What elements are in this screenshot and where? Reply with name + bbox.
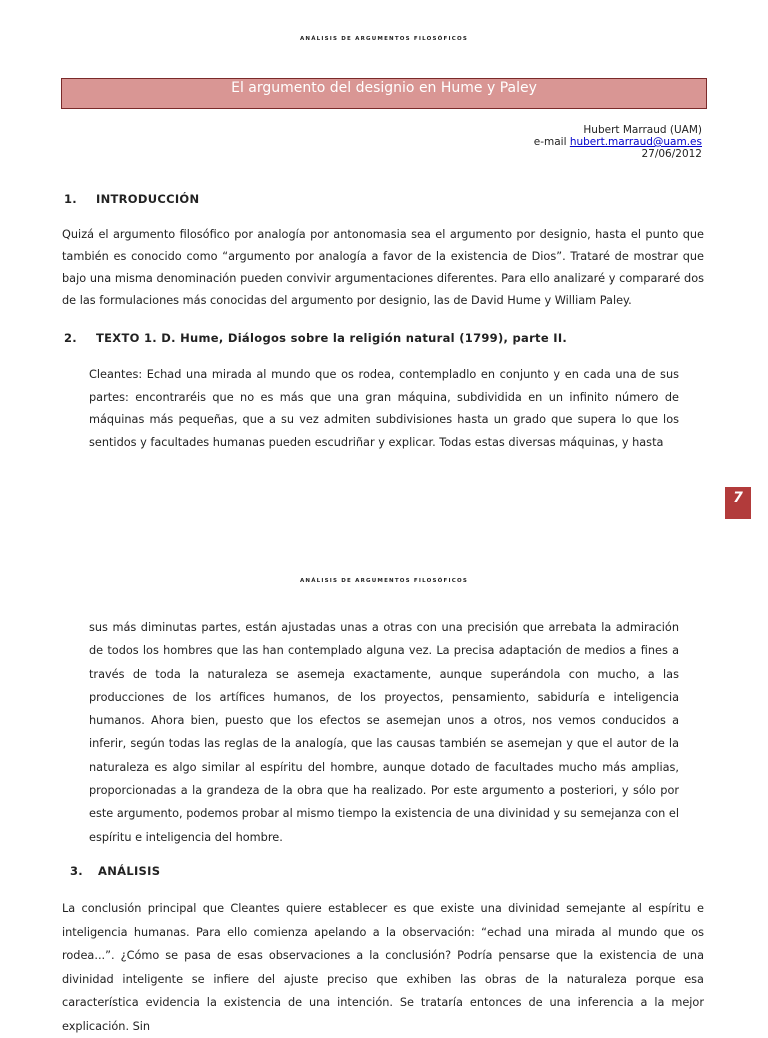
analysis-paragraph: La conclusión principal que Cleantes quiere establecer es que existe una divinidad semejante al espíritu e inteligencia humanas. Para ello comienza apelando a la observación: “echad una mirada al mundo que os rodea...”. ¿Cómo se pasa de esas observaciones a la conclusión? Podría pensarse que la existencia de una divinidad inteligente se infiere del ajuste preciso que exhiben las obras de la naturaleza porque esa característica evidencia la existencia de una intención. Se trataría entonces de una inferencia a la mejor explicación. Sin bbox=[62, 902, 704, 1033]
page-number: 7 bbox=[733, 490, 743, 506]
intro-paragraph: Quizá el argumento filosófico por analogía por antonomasia sea el argumento por designio, hasta el punto que también es conocido como “argumento por analogía a favor de la existencia de Dios”. Trataré de mostrar que bajo una misma denominación pueden convivir argumentaciones diferentes. Para ello analizaré y compararé dos de las formulaciones más conocidas del argumento por designio, las de David Hume y William Paley. bbox=[62, 228, 704, 307]
section-number: 2. bbox=[64, 331, 77, 345]
section-number: 1. bbox=[64, 192, 77, 206]
author-name: Hubert Marraud (UAM) bbox=[583, 124, 702, 136]
section-title: INTRODUCCIÓN bbox=[96, 192, 200, 206]
quote-paragraph-part2: sus más diminutas partes, están ajustadas unas a otras con una precisión que arrebata la admiración de todos los hombres que las han contemplado alguna vez. La precisa adaptación de medios a fines a través de toda la naturaleza se asemeja exactamente, aunque superándola con mucho, a las producciones de los artífices humanos, de los proyectos, pensamiento, sabiduría e inteligencia humanos. Ahora bien, puesto que los efectos se asemejan unos a otros, nos vemos conducidos a inferir, según todas las reglas de la analogía, que las causas también se asemejan y que el autor de la naturaleza es algo similar al espíritu del hombre, aunque dotado de facultades mucho más amplias, proporcionadas a la grandeza de la obra que ha realizado. Por este argumento a posteriori, y sólo por este argumento, podemos probar al mismo tiempo la existencia de una divinidad y su semejanza con el espíritu e inteligencia del hombre. bbox=[89, 621, 679, 844]
author-date: 27/06/2012 bbox=[641, 148, 702, 160]
section-title: ANÁLISIS bbox=[98, 864, 161, 878]
running-header: ANÁLISIS DE ARGUMENTOS FILOSÓFICOS bbox=[299, 36, 469, 42]
document-title: El argumento del designio en Hume y Paley bbox=[231, 80, 537, 96]
author-email-link[interactable]: hubert.marraud@uam.es bbox=[569, 136, 702, 148]
running-header-page-2: ANÁLISIS DE ARGUMENTOS FILOSÓFICOS bbox=[299, 578, 469, 584]
section-heading-introduccion bbox=[64, 192, 199, 206]
quote-paragraph-part1: Cleantes: Echad una mirada al mundo que os rodea, contempladlo en conjunto y en cada una de sus partes: encontraréis que no es más que una gran máquina, subdividida en un infinito número de máquinas más pequeñas, que a su vez admiten subdivisiones hasta un grado que supera lo que los sentidos y facultades humanas pueden escudriñar y explicar. Todas estas diversas máquinas, y hasta bbox=[89, 368, 679, 449]
author-block bbox=[534, 124, 702, 160]
email-prefix: e-mail bbox=[533, 136, 570, 148]
title-banner bbox=[61, 78, 707, 109]
section-number: 3. bbox=[70, 864, 83, 878]
section-heading-analisis bbox=[70, 864, 160, 878]
section-title: TEXTO 1. D. Hume, Diálogos sobre la religión natural (1799), parte II. bbox=[96, 331, 568, 345]
page-number-tab bbox=[725, 487, 751, 519]
author-email-line bbox=[534, 136, 702, 148]
section-heading-texto-1 bbox=[64, 331, 567, 345]
